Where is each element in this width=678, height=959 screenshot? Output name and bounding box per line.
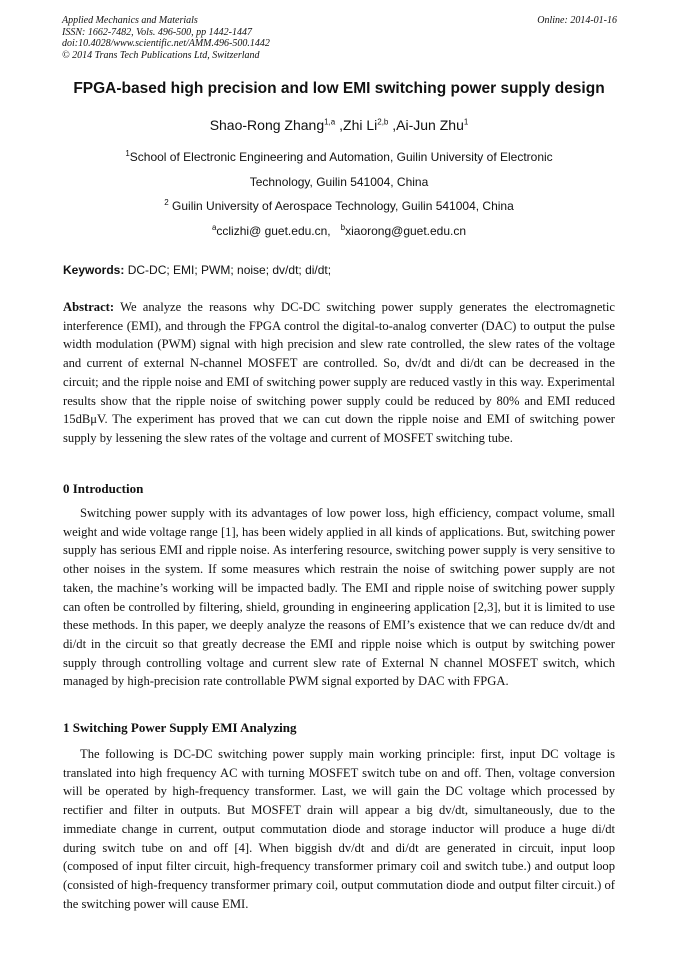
paper-title: FPGA-based high precision and low EMI switching power supply design [73,80,605,97]
author-sup: 1,a [324,117,336,127]
affiliation-text: School of Electronic Engineering and Automation, Guilin University of Electronic [129,150,553,164]
affiliation-sup: 1 [125,149,130,158]
keywords-label: Keywords: [63,263,125,277]
abstract-text: We analyze the reasons why DC-DC switching power supply generates the electromagnetic interference (EMI), and through the FPGA control the digital-to-analog converter (DAC) to output the pulse width modulation (PWM) signal with high precision and slew rate controlled, the slew rates of the voltage and current of external N-channel MOSFET are controlled. So, dv/dt and di/dt can be decreased in the circuit; and the ripple noise and EMI of switching power supply are reduced vastly in this way. Experimental results show that the ripple noise of switching power supply could be reduced by 80% and EMI reduced 15dBμV. The experiment has proved that we can cut down the ripple noise and EMI of switching power supply by lessening the slew rates of the voltage and current of MOSFET switching tube. [63,300,615,445]
affiliation-2 [0,199,678,213]
affiliation-text: Guilin University of Aerospace Technology, Guilin 541004, China [172,199,514,213]
email-a: cclizhi@ guet.edu.cn, [216,224,331,238]
doi-line: doi:10.4028/www.scientific.net/AMM.496-500.1442 [62,38,270,49]
issn-line: ISSN: 1662-7482, Vols. 496-500, pp 1442-1447 [62,26,252,38]
copyright-line: © 2014 Trans Tech Publications Ltd, Switzerland [62,49,260,61]
affiliation-1 [0,150,678,164]
affiliation-1-cont: Technology, Guilin 541004, China [249,175,429,189]
intro-paragraph: Switching power supply with its advantages of low power loss, high efficiency, compact volume, small weight and wide voltage range [1], has been widely applied in all kinds of applications. But, switching power supply has serious EMI and ripple noise. As interfering resource, switching power supply is very sensitive to other noises in the system. If some measures which restrain the noise of switching power supply are not taken, the machine’s working will be impacted badly. The EMI and ripple noise of switching power supply can often be controlled by filtering, shield, grounding in engineering application [2,3], but it is limited to use these methods. In this paper, we deeply analyze the reasons of EMI’s existence that we can reduce dv/dt and di/dt in the circuit so that greatly decrease the EMI and ripple noise which is output by switching power supply through controlling voltage and current slew rate of External N channel MOSFET switch, which managed by high-precision rate controllable PWM signal exported by DAC with FPGA. [63,506,615,689]
email-sup: b [340,223,346,232]
email-sup: a [211,223,217,232]
author-name: ,Ai-Jun Zhu [388,117,464,133]
journal-header [62,15,617,61]
author-sup: 2,b [377,117,389,127]
email-b: xiaorong@guet.edu.cn [345,224,467,238]
abstract [63,298,615,448]
online-date: Online: 2014-01-16 [537,15,617,26]
section-heading: 1 Switching Power Supply EMI Analyzing [63,720,297,735]
abstract-label: Abstract: [63,300,115,314]
journal-name: Applied Mechanics and Materials [62,15,198,26]
keywords [63,263,615,277]
author-list [0,117,678,133]
author-name: ,Zhi Li [335,117,378,133]
author-sup: 1 [463,117,469,127]
section-heading: 0 Introduction [63,481,144,496]
author-name: Shao-Rong Zhang [209,117,325,133]
section-1-paragraph: The following is DC-DC switching power supply main working principle: first, input DC voltage is translated into high frequency AC with turning MOSFET switch tube on and off. Then, voltage conversion will be operated by high-frequency transformer. Last, we will gain the DC voltage which processed by rectifier and filter in outputs. But MOSFET drain will appear a big dv/dt, simultaneously, due to the immediate change in current, output commutation diode and storage inductor will produce a huge di/dt during switch tube on and off [4]. When biggish dv/dt and di/dt are generated in circuit, input loop (composed of input filter circuit, high-frequency transformer primary coil and switch tube.) and output loop (consisted of high-frequency transformer primary coil, output commutation diode and output filter circuit.) of the switching power will cause EMI. [63,747,615,911]
email-line [0,224,678,238]
keywords-text: DC-DC; EMI; PWM; noise; dv/dt; di/dt; [127,263,332,277]
affiliation-sup: 2 [164,198,169,207]
